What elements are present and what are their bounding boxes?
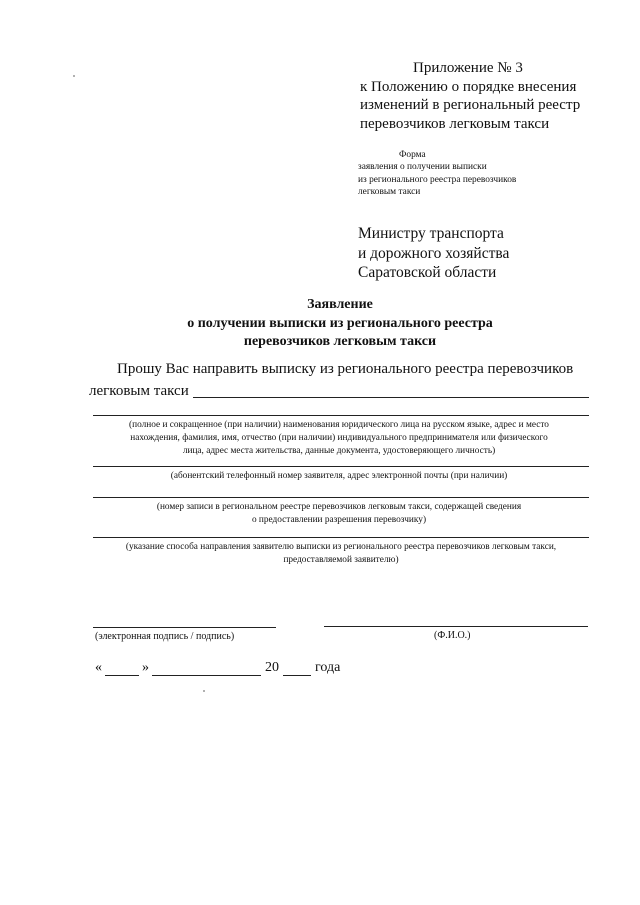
appendix-line: изменений в региональный реестр: [360, 97, 581, 113]
addressee: [358, 224, 509, 283]
appendix-line: к Положению о порядке внесения: [360, 78, 577, 95]
registry-fill-line[interactable]: [93, 497, 589, 498]
document-heading: [140, 296, 540, 352]
method-fill-line[interactable]: [93, 537, 589, 538]
appendix-header: [360, 59, 580, 133]
caption-line: предоставляемой заявителю): [283, 555, 399, 565]
addressee-line: и дорожного хозяйства: [358, 244, 510, 262]
scan-speck: [73, 75, 75, 77]
method-caption: [89, 541, 593, 567]
applicant-fill-line[interactable]: [193, 397, 589, 398]
appendix-line: перевозчиков легковым такси: [360, 115, 550, 132]
addressee-line: Министру транспорта: [358, 225, 504, 242]
applicant-caption: [89, 419, 589, 458]
date-day-fill-line[interactable]: [105, 675, 139, 676]
contacts-caption: (абонентский телефонный номер заявителя, адрес электронной почты (при наличии): [170, 471, 508, 481]
date-year-fill-line[interactable]: [283, 675, 311, 676]
form-label: [358, 149, 516, 199]
scan-speck: [203, 690, 205, 692]
date-month-fill-line[interactable]: [152, 675, 261, 676]
request-text-line-2: легковым такси: [89, 383, 189, 399]
heading-line: о получении выписки из регионального реестра: [187, 315, 493, 331]
caption-line: лица, адрес места жительства, данные документа, удостоверяющего личность): [182, 446, 496, 456]
caption-line: (номер записи в региональном реестре перевозчиков легковым такси, содержащей сведения: [156, 502, 522, 512]
applicant-fill-line-2[interactable]: [93, 415, 589, 416]
form-label-title: Форма: [399, 150, 426, 160]
registry-caption: [89, 501, 589, 527]
caption-line: о предоставлении разрешения перевозчику): [251, 515, 427, 525]
signature-fill-line[interactable]: [93, 627, 276, 628]
form-label-line: заявления о получении выписки: [358, 162, 487, 173]
signature-caption: (электронная подпись / подпись): [95, 631, 235, 642]
addressee-line: Саратовской области: [358, 264, 497, 282]
caption-line: (указание способа направления заявителю выписки из регионального реестра перевозчиков легковым такси,: [125, 542, 557, 552]
date-century: 20: [265, 660, 279, 675]
form-label-line: из регионального реестра перевозчиков: [358, 174, 517, 185]
full-name-fill-line[interactable]: [324, 626, 588, 627]
caption-line: нахождения, фамилия, имя, отчество (при наличии) индивидуального предпринимателя или физического: [130, 433, 548, 443]
date-open-quote: «: [95, 660, 102, 675]
appendix-title: Приложение № 3: [413, 60, 523, 76]
date-close-quote: »: [142, 660, 149, 675]
heading-line: перевозчиков легковым такси: [243, 334, 437, 349]
form-label-line: легковым такси: [358, 187, 421, 198]
contacts-fill-line[interactable]: [93, 466, 589, 467]
caption-line: (полное и сокращенное (при наличии) наименования юридического лица на русском языке, адрес и место: [129, 420, 549, 430]
heading-line: Заявление: [307, 297, 373, 312]
full-name-caption: (Ф.И.О.): [434, 630, 471, 641]
request-text-line-1: Прошу Вас направить выписку из регионального реестра перевозчиков: [117, 361, 574, 377]
date-year-suffix: года: [315, 660, 341, 675]
